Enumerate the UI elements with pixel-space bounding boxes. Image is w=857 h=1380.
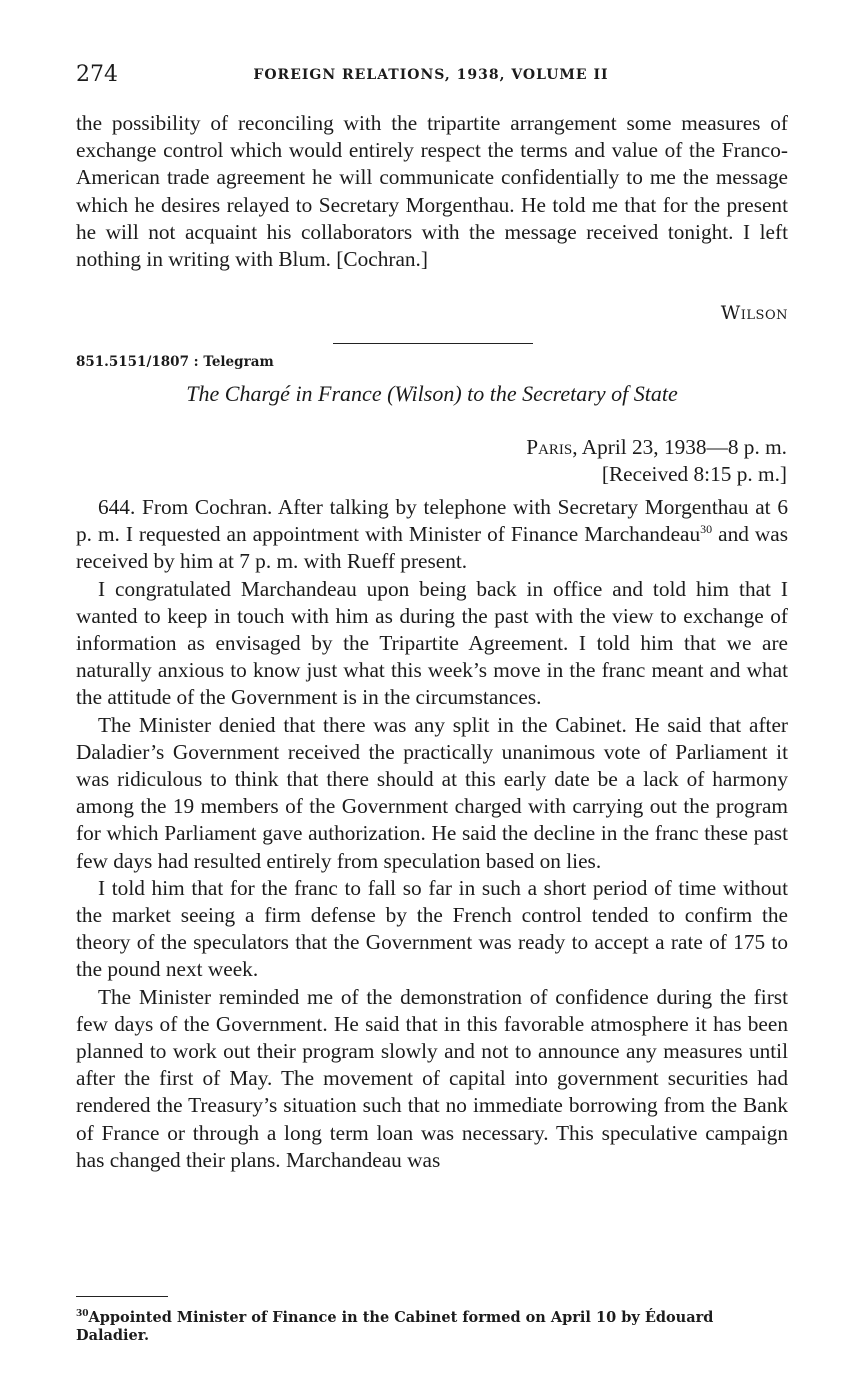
file-reference: 851.5151/1807 : Telegram [76, 354, 274, 370]
footnote [76, 1305, 786, 1345]
footnote-text: Appointed Minister of Finance in the Cabinet formed on April 10 by Édouard Daladier. [76, 1308, 714, 1344]
paragraph-1: 644. From Cochran. After talking by telephone with Secretary Morgenthau at 6 p. m. I requested an appointment with Minister of Finance Marchandeau$^{30}$ and was received by him at 7 p. m. with Rueff present. [76, 495, 788, 574]
paragraph-4: I told him that for the franc to fall so far in such a short period of time without the market seeing a firm defense by the French control tended to confirm the theory of the speculators that the Government was ready to accept a rate of 175 to the pound next week. [76, 875, 788, 982]
document-title: The Chargé in France (Wilson) to the Secretary of State [186, 381, 678, 406]
date-line [526, 434, 787, 461]
page-number: 274 [76, 62, 118, 87]
signature: Wilson [720, 302, 788, 324]
telegram-body [76, 494, 788, 1174]
footnote-divider [76, 1296, 168, 1297]
page-header [76, 62, 786, 92]
footnote-reference: 30 [700, 522, 713, 537]
dateline [526, 434, 787, 488]
paragraph-2: I congratulated Marchandeau upon being back in office and told him that I wanted to keep in touch with him as during the past with the view to exchange of information as envisaged by the Tripartite Agreement. I told him that we are naturally anxious to know just what this week’s move in the franc meant and what the attitude of the Government is in the circumstances. [76, 576, 788, 710]
continuation-paragraph: the possibility of reconciling with the tripartite arrangement some measures of exchange control which would entirely respect the terms and value of the Franco-American trade agreement he will communicate confidentially to me the message which he desires relayed to Secretary Morgenthau. He told me that for the present he will not acquaint his collaborators with the message received tonight. I left nothing in writing with Blum. [Cochran.] [76, 111, 788, 272]
continuation-block [76, 110, 788, 273]
paragraph-3: The Minister denied that there was any split in the Cabinet. He said that after Daladier’s Government received the practically unanimous vote of Parliament it was ridiculous to think that there should at this early date be a lack of harmony among the 19 members of the Government charged with carrying out the program for which Parliament gave authorization. He said the decline in the franc these past few days had resulted entirely from speculation based on lies. [76, 712, 788, 873]
running-head: FOREIGN RELATIONS, 1938, VOLUME II [253, 67, 609, 83]
date: , April 23, 1938—8 p. m. [572, 435, 787, 459]
footnote-mark: 30 [76, 1309, 89, 1319]
section-divider [333, 343, 533, 344]
received-line: [Received 8:15 p. m.] [601, 462, 787, 487]
paragraph-5: The Minister reminded me of the demonstration of confidence during the first few days of the Government. He said that in this favorable atmosphere it has been planned to work out their program slowly and not to announce any measures until after the first of May. The movement of capital into government securities had rendered the Treasury’s situation such that no immediate borrowing from the Bank of France or through a long term loan was necessary. This speculative campaign has changed their plans. Marchandeau was [76, 984, 788, 1172]
place: Paris [526, 435, 573, 459]
